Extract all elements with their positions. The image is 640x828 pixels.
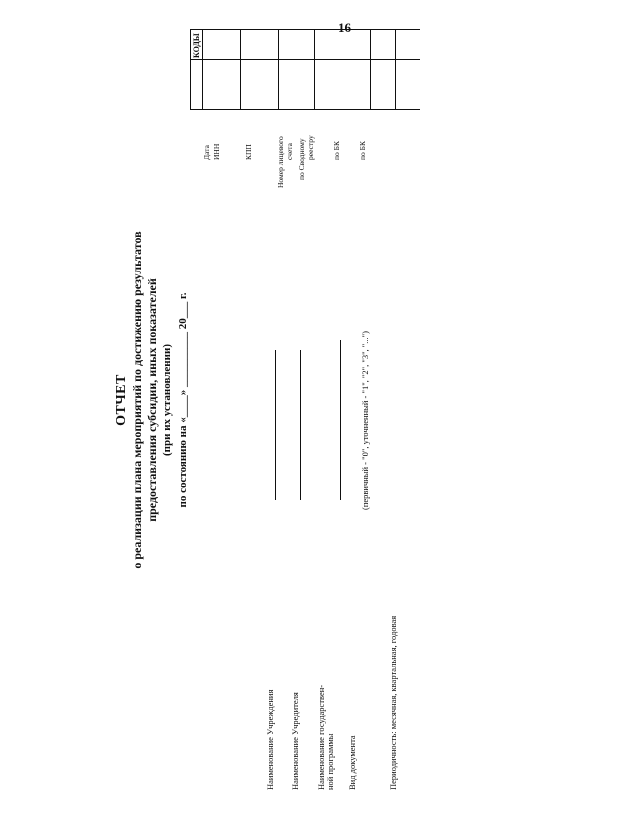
code-label-account-2: счета	[285, 143, 294, 160]
report-form	[110, 0, 530, 800]
code-label-date: Дата	[202, 145, 211, 160]
institution-line	[275, 350, 276, 500]
program-label-2: ной программы	[325, 733, 335, 790]
report-subtitle-3: (при их установлении)	[161, 344, 173, 456]
founder-line	[300, 350, 301, 500]
doc-type-line	[340, 340, 341, 500]
code-label-inn: ИНН	[212, 143, 221, 160]
doc-type-hint: (первичный - "0", уточненный - "1", "2", "3", "...")	[360, 331, 370, 510]
report-subtitle-2: предоставления субсидии, иных показателей	[145, 278, 159, 522]
code-label-kpp: КПП	[244, 144, 253, 160]
report-header	[110, 160, 191, 640]
code-label-bk-2: по БК	[358, 141, 367, 160]
report-date-line: по состоянию на «____» __________ 20___ г.	[177, 292, 189, 508]
report-subtitle-1: о реализации плана мероприятий по достижению результатов	[130, 231, 144, 569]
founder-label: Наименование Учредителя	[290, 692, 300, 790]
page-number: 16	[338, 20, 351, 35]
doc-type-label: Вид документа	[347, 735, 357, 790]
institution-label: Наименование Учреждения	[265, 689, 275, 790]
report-title: ОТЧЕТ	[114, 374, 129, 426]
code-label-registry-1: по Сводному	[297, 138, 306, 180]
codes-header: КОДЫ	[192, 33, 201, 58]
code-label-registry-2: реестру	[306, 135, 315, 160]
codes-grid	[190, 30, 420, 110]
periodicity-label: Периодичность: месячная, квартальная, годовая	[388, 615, 398, 790]
code-label-account-1: Номер лицевого	[276, 136, 285, 188]
code-label-bk-1: по БК	[332, 141, 341, 160]
program-label-1: Наименование государствен-	[316, 684, 326, 790]
